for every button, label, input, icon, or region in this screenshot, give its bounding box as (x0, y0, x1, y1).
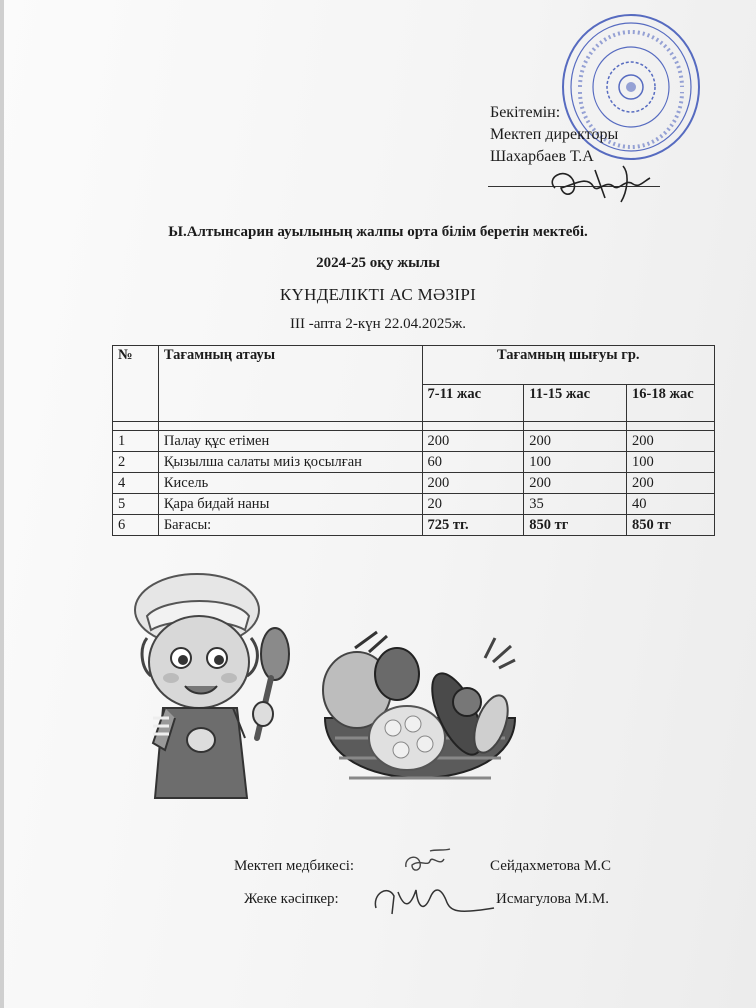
yield-value: 100 (627, 452, 715, 473)
entrepreneur-name: Исмагулова М.М. (496, 891, 609, 907)
age-header: 16-18 жас (627, 385, 715, 422)
price-value: 850 тг (524, 515, 627, 536)
row-number: 1 (113, 431, 159, 452)
row-number: 2 (113, 452, 159, 473)
dish-name: Палау құс етімен (158, 431, 422, 452)
yield-value: 200 (627, 431, 715, 452)
nurse-label: Мектеп медбикесі: (234, 858, 355, 874)
dish-name: Қызылша салаты миіз қосылған (158, 452, 422, 473)
yield-value: 40 (627, 494, 715, 515)
row-number: 5 (113, 494, 159, 515)
yield-value: 200 (524, 473, 627, 494)
yield-value: 20 (422, 494, 524, 515)
dish-name: Кисель (158, 473, 422, 494)
academic-year: 2024-25 оқу жылы (316, 255, 440, 271)
price-value: 725 тг. (422, 515, 524, 536)
menu-table (112, 345, 715, 536)
table-row (113, 452, 715, 473)
yield-value: 200 (422, 431, 524, 452)
age-header: 11-15 жас (524, 385, 627, 422)
row-number: 6 (113, 515, 159, 536)
director-signature (535, 158, 665, 208)
school-name: Ы.Алтынсарин ауылының жалпы орта білім беретін мектебі. (168, 224, 588, 240)
yield-value: 60 (422, 452, 524, 473)
director-name: Шахарбаев Т.А (490, 148, 594, 165)
yield-value: 35 (524, 494, 627, 515)
director-title: Мектеп директоры (490, 126, 619, 143)
table-row (113, 473, 715, 494)
vegetable-basket-illustration (315, 628, 525, 813)
table-row (113, 494, 715, 515)
row-number: 4 (113, 473, 159, 494)
entrepreneur-signature (368, 878, 498, 922)
yield-value: 200 (524, 431, 627, 452)
price-row (113, 515, 715, 536)
col-yield-header: Тағамның шығуы гр. (422, 346, 715, 385)
nurse-name: Сейдахметова М.С (490, 858, 612, 874)
col-number-header: № (113, 346, 159, 422)
age-header: 7-11 жас (422, 385, 524, 422)
spacer-row (113, 422, 715, 431)
yield-value: 200 (627, 473, 715, 494)
page-title: КҮНДЕЛІКТІ АС МӘЗІРІ (279, 285, 477, 304)
dish-name: Қара бидай наны (158, 494, 422, 515)
col-dish-header: Тағамның атауы (158, 346, 422, 422)
entrepreneur-label: Жеке кәсіпкер: (244, 891, 339, 907)
price-label: Бағасы: (158, 515, 422, 536)
approval-label: Бекітемін: (490, 104, 561, 121)
nurse-signature (400, 845, 460, 879)
table-row (113, 431, 715, 452)
price-value: 850 тг (627, 515, 715, 536)
chef-child-illustration (125, 568, 295, 818)
yield-value: 100 (524, 452, 627, 473)
week-day-date: III -апта 2-күн 22.04.2025ж. (289, 316, 467, 332)
yield-value: 200 (422, 473, 524, 494)
